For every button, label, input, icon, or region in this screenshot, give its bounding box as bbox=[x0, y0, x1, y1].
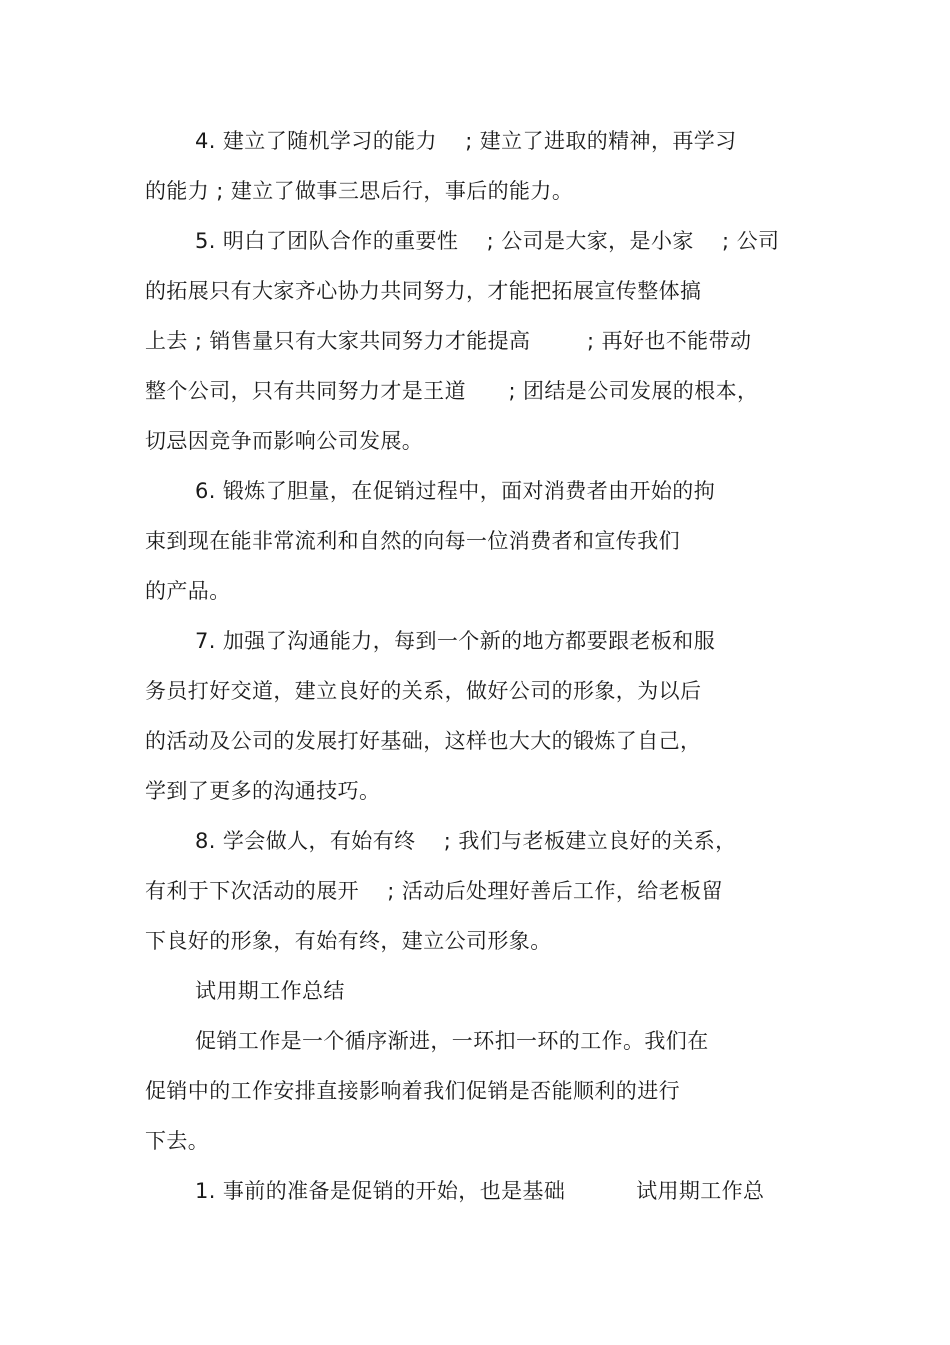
text-line-1: 4. 建立了随机学习的能力 ; 建立了进取的精神，再学习 bbox=[195, 129, 737, 153]
text-line-3: 5. 明白了团队合作的重要性 ; 公司是大家，是小家 ; 公司 bbox=[195, 229, 780, 253]
text-line-21: 下去。 bbox=[145, 1129, 210, 1153]
text-line-12: 务员打好交道，建立良好的关系，做好公司的形象，为以后 bbox=[145, 679, 702, 703]
text-line-17: 下良好的形象，有始有终，建立公司形象。 bbox=[145, 929, 552, 953]
text-line-2: 的能力 ; 建立了做事三思后行，事后的能力。 bbox=[145, 179, 574, 203]
text-line-11: 7. 加强了沟通能力，每到一个新的地方都要跟老板和服 bbox=[195, 629, 716, 653]
text-line-14: 学到了更多的沟通技巧。 bbox=[145, 779, 381, 803]
text-line-7: 切忌因竞争而影响公司发展。 bbox=[145, 429, 424, 453]
text-line-16: 有利于下次活动的展开 ; 活动后处理好善后工作，给老板留 bbox=[145, 879, 723, 903]
text-line-15: 8. 学会做人，有始有终 ; 我们与老板建立良好的关系， bbox=[195, 829, 737, 853]
text-line-4: 的拓展只有大家齐心协力共同努力，才能把拓展宣传整体搞 bbox=[145, 279, 702, 303]
text-line-9: 束到现在能非常流利和自然的向每一位消费者和宣传我们 bbox=[145, 529, 680, 553]
text-line-20: 促销中的工作安排直接影响着我们促销是否能顺利的进行 bbox=[145, 1079, 680, 1103]
section-heading: 试用期工作总结 bbox=[195, 979, 345, 1003]
text-line-19: 促销工作是一个循序渐进，一环扣一环的工作。我们在 bbox=[195, 1029, 709, 1053]
text-line-6: 整个公司，只有共同努力才是王道 ; 团结是公司发展的根本， bbox=[145, 379, 759, 403]
text-line-8: 6. 锻炼了胆量，在促销过程中，面对消费者由开始的拘 bbox=[195, 479, 716, 503]
text-line-22: 1. 事前的准备是促销的开始，也是基础 试用期工作总 bbox=[195, 1179, 765, 1203]
text-line-10: 的产品。 bbox=[145, 579, 231, 603]
text-line-5: 上去 ; 销售量只有大家共同努力才能提高 ; 再好也不能带动 bbox=[145, 329, 752, 353]
text-line-13: 的活动及公司的发展打好基础，这样也大大的锻炼了自己， bbox=[145, 729, 702, 753]
